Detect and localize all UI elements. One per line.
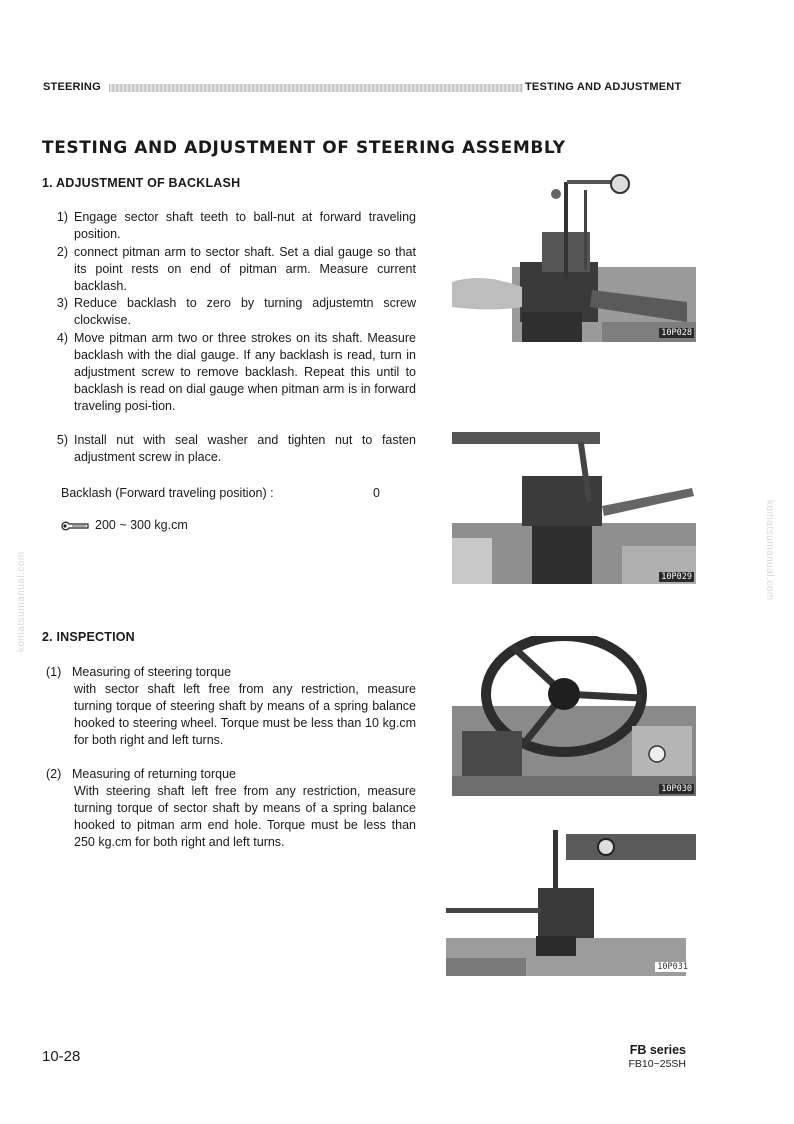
section-heading-inspection: 2. INSPECTION: [42, 630, 135, 644]
list-item-text: Engage sector shaft teeth to ball-nut at forward traveling position.: [74, 210, 416, 241]
list-item-text: Reduce backlash to zero by turning adjustemtn screw clockwise.: [74, 296, 416, 327]
list-item-text: With steering shaft left free from any restriction, measure turning torque of sector shaft by means of a spring balance hooked to pitman arm end hole. Torque must be less than 250 kg.cm for both right and left turns.: [74, 783, 416, 849]
list-item-heading: Measuring of steering torque: [72, 665, 232, 679]
list-item-number: 5): [56, 433, 68, 447]
list-item-number: 4): [56, 331, 68, 345]
backlash-spec-value: 0: [373, 486, 380, 500]
list-item-number: 3): [56, 296, 68, 310]
torque-wrench-icon: [60, 519, 92, 533]
list-item: [44, 295, 416, 329]
list-item: [44, 209, 416, 243]
torque-spec-value: 200 ~ 300 kg.cm: [95, 518, 188, 532]
list-item-heading: Measuring of returning torque: [72, 767, 236, 781]
list-item: [44, 330, 416, 415]
list-item: [44, 244, 416, 295]
figure-label: 10P030: [661, 784, 692, 794]
section-heading-backlash: 1. ADJUSTMENT OF BACKLASH: [42, 176, 241, 190]
figure-label: 10P031: [657, 962, 688, 972]
figure-pitman-arm: [452, 428, 696, 584]
list-item-number: 2): [56, 245, 68, 259]
list-item-number: 1): [56, 210, 68, 224]
list-item-number: (1): [46, 665, 62, 679]
list-item: [46, 664, 416, 749]
list-item-text: connect pitman arm to sector shaft. Set a dial gauge so that its point rests on end of pitman arm. Measure current backlash.: [74, 245, 416, 293]
figure-label: 10P028: [661, 328, 692, 338]
figure-backlash-dial-gauge: [452, 172, 696, 342]
figure-label: 10P029: [661, 572, 692, 582]
figure-steering-wheel: [452, 636, 696, 796]
list-item-text: Move pitman arm two or three strokes on its shaft. Measure backlash with the dial gauge. If any backlash is read, turn in adjustment screw to remove backlash. Repeat this until to backlash is read on dial gauge when pitman arm is in forward traveling posi-tion.: [74, 331, 416, 413]
watermark-right: komatsumanual.com: [764, 500, 775, 601]
footer-models: FB10~25SH: [628, 1058, 686, 1070]
header-chapter-label: TESTING AND ADJUSTMENT: [525, 81, 682, 93]
figure-spring-balance: [446, 828, 696, 976]
list-item-text: with sector shaft left free from any restriction, measure turning torque of steering shaft by means of a spring balance hooked to steering wheel. Torque must be less than 10 kg.cm for both right and left turns.: [74, 681, 416, 747]
footer-series: FB series: [629, 1043, 686, 1057]
backlash-spec-label: Backlash (Forward traveling position) :: [61, 486, 274, 500]
header-band: [109, 84, 523, 92]
list-item: [46, 766, 416, 851]
page-number: 10-28: [42, 1048, 81, 1065]
list-item: [44, 432, 416, 466]
header-section-label: STEERING: [43, 81, 101, 93]
watermark-left: komatsumanual.com: [16, 551, 27, 652]
list-item-number: (2): [46, 767, 62, 781]
page-title: TESTING AND ADJUSTMENT OF STEERING ASSEMBLY: [42, 138, 566, 158]
list-item-text: Install nut with seal washer and tighten nut to fasten adjustment screw in place.: [74, 433, 416, 464]
